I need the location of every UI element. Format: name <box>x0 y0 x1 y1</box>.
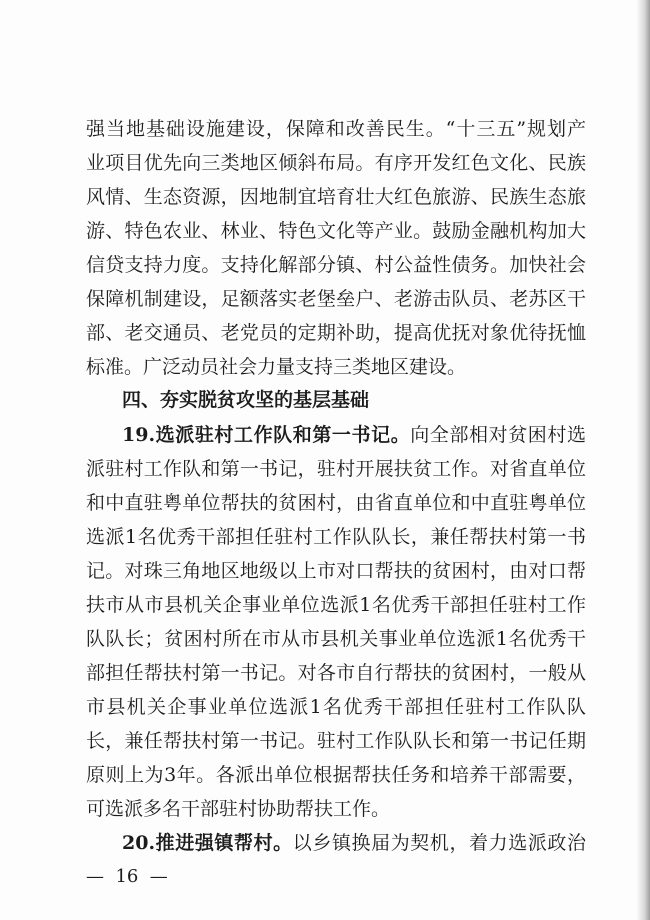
text-line: 派驻村工作队和第一书记，驻村开展扶贫工作。对省直单位 <box>86 458 586 480</box>
text-line: 业项目优先向三类地区倾斜布局。有序开发红色文化、民族 <box>86 152 586 174</box>
text-line: 游、特色农业、林业、特色文化等产业。鼓励金融机构加大 <box>86 220 586 242</box>
item-19-text: 向全部相对贫困村选 <box>410 424 586 446</box>
page-number: — 16 — <box>86 866 168 887</box>
text-line: 可选派多名干部驻村协助帮扶工作。 <box>86 798 391 820</box>
text-line: 信贷支持力度。支持化解部分镇、村公益性债务。加快社会 <box>86 254 586 276</box>
text-line: 队队长；贫困村所在市从市县机关事业单位选派1名优秀干 <box>86 628 586 650</box>
section-heading: 四、夯实脱贫攻坚的基层基础 <box>122 389 370 411</box>
text-line: 市县机关企事业单位选派1名优秀干部担任驻村工作队队 <box>86 696 586 718</box>
text-line: 原则上为3年。各派出单位根据帮扶任务和培养干部需要， <box>86 764 586 786</box>
text-line: 保障机制建设，足额落实老堡垒户、老游击队员、老苏区干 <box>86 288 586 310</box>
text-line: 选派1名优秀干部担任驻村工作队队长，兼任帮扶村第一书 <box>86 526 586 548</box>
item-20-text: 以乡镇换届为契机，着力选派政治 <box>292 832 586 854</box>
paragraph-start-line <box>122 420 586 450</box>
scan-edge-shadow <box>636 0 650 920</box>
text-line: 部担任帮扶村第一书记。对各市自行帮扶的贫困村，一般从 <box>86 662 586 684</box>
text-line: 记。对珠三角地区地级以上市对口帮扶的贫困村，由对口帮 <box>86 560 586 582</box>
text-line: 扶市从市县机关企事业单位选派1名优秀干部担任驻村工作 <box>86 594 586 616</box>
text-line: 风情、生态资源，因地制宜培育壮大红色旅游、民族生态旅 <box>86 186 586 208</box>
text-line: 强当地基础设施建设，保障和改善民生。“十三五”规划产 <box>86 118 586 140</box>
text-line: 长，兼任帮扶村第一书记。驻村工作队队长和第一书记任期 <box>86 730 586 752</box>
text-line: 部、老交通员、老党员的定期补助，提高优抚对象优待抚恤 <box>86 322 586 344</box>
item-19-lead: 19.选派驻村工作队和第一书记。 <box>122 424 411 446</box>
text-line: 标准。广泛动员社会力量支持三类地区建设。 <box>86 356 467 378</box>
text-line: 和中直驻粤单位帮扶的贫困村，由省直单位和中直驻粤单位 <box>86 492 586 514</box>
paragraph-start-line <box>122 828 586 858</box>
item-20-lead: 20.推进强镇帮村。 <box>122 832 293 854</box>
